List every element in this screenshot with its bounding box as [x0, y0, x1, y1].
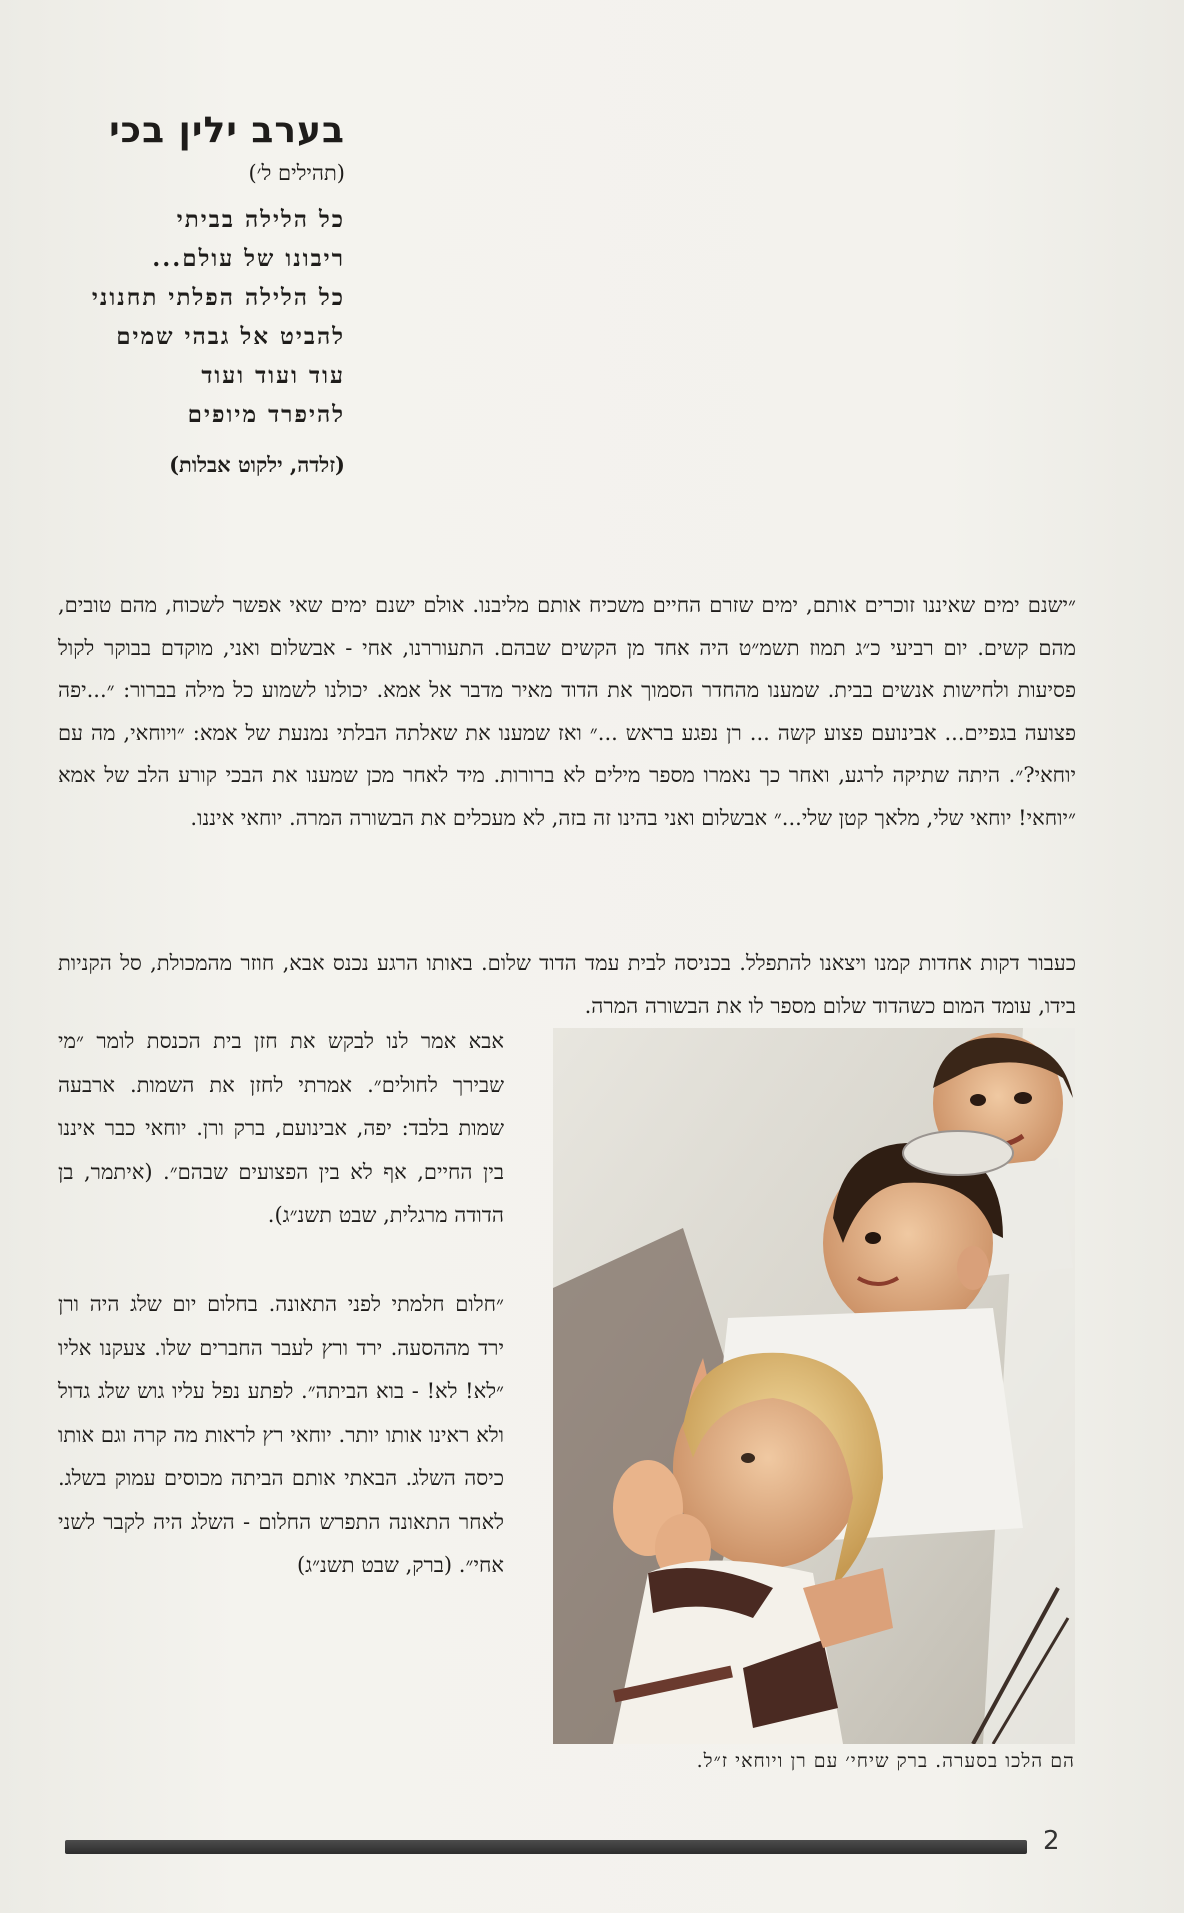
body-paragraph-2: כעבור דקות אחדות קמנו ויצאנו להתפלל. בכניסה לבית עמד הדוד שלום. באותו הרגע נכנס אבא, חוזר מהמכולת, סל הקניות בידו, עומד המום כשהדוד שלום מספר לו את הבשורה המרה.: [58, 951, 1076, 1018]
family-photo: [553, 1028, 1075, 1744]
poem-line: כל הלילה בביתי: [176, 206, 345, 233]
poem-line: להיפרד מיופים: [187, 401, 345, 428]
poem-line: ריבונו של עולם...: [152, 245, 345, 272]
family-photo-illustration: [553, 1028, 1075, 1744]
page-number: 2: [1043, 1826, 1060, 1856]
column-paragraph-2: ״חלום חלמתי לפני התאונה. בחלום יום שלג היה ורן ירד מההסעה. ירד ורץ לעבר החברים שלו. צעקנו אליו ״לא! לא! - בוא הביתה״. לפתע נפל עליו גוש שלג גדול ולא ראינו אותו יותר. יוחאי רץ לראות מה קרה וגם אותו כיסה השלג. הבאתי אותם הביתה מכוסים עמוק בשלג. לאחר התאונה התפרש החלום - השלג היה לקבר לשני אחי״. (ברק, שבט תשנ״ג): [58, 1292, 504, 1577]
poem-line: להביט אל גבהי שמים: [116, 323, 345, 350]
poem-credit: (זלדה, ילקוט אבלות): [169, 452, 345, 477]
poem-block: [40, 110, 345, 478]
poem-line: עוד ועוד ועוד: [201, 362, 345, 389]
poem-source: (תהילים ל׳): [248, 161, 345, 185]
photo-caption: הם הלכו בסערה. ברק שיחי׳ עם רן ויוחאי ז״ל.: [696, 1750, 1075, 1772]
body-paragraph-1: ״ישנם ימים שאיננו זוכרים אותם, ימים שזרם החיים משכיח אותם מליבנו. אולם ישנם ימים שאי אפשר לשכוח, מהם טובים, מהם קשים. יום רביעי כ״ג תמוז תשמ״ט היה אחד מן הקשים שבהם. התעוררנו, אחי - אבשלום ואני, מוקדם בבוקר לקול פסיעות ולחישות אנשים בבית. שמענו מהחדר הסמוך את הדוד מאיר מדבר אל אמא. יכולנו לשמוע כל מילה בברור: ״...יפה פצועה בגפיים... אבינועם פצוע קשה ... רן נפגע בראש ...״ ואז שמענו את שאלתה הבלתי נמנעת של אמא: ״ויוחאי, מה עם יוחאי?״. היתה שתיקה לרגע, ואחר כך נאמרו מספר מילים לא ברורות. מיד לאחר מכן שמענו את הבכי קורע הלב של אמא ״יוחאי! יוחאי שלי, מלאך קטן שלי...״ אבשלום ואני בהינו זה בזה, לא מעכלים את הבשורה המרה. יוחאי איננו.: [58, 593, 1076, 830]
footer-rule: [65, 1840, 1027, 1854]
column-paragraph-1: אבא אמר לנו לבקש את חזן בית הכנסת לומר ״מי שבירך לחולים״. אמרתי לחזן את השמות. ארבעה שמות בלבד: יפה, אבינועם, ברק ורן. יוחאי כבר איננו בין החיים, אף לא בין הפצועים שבהם״. (איתמר, בן הדודה מרגלית, שבט תשנ״ג).: [58, 1029, 504, 1227]
poem-line: כל הלילה הפלתי תחנוני: [91, 284, 345, 311]
poem-title: בערב ילין בכי: [109, 110, 345, 151]
